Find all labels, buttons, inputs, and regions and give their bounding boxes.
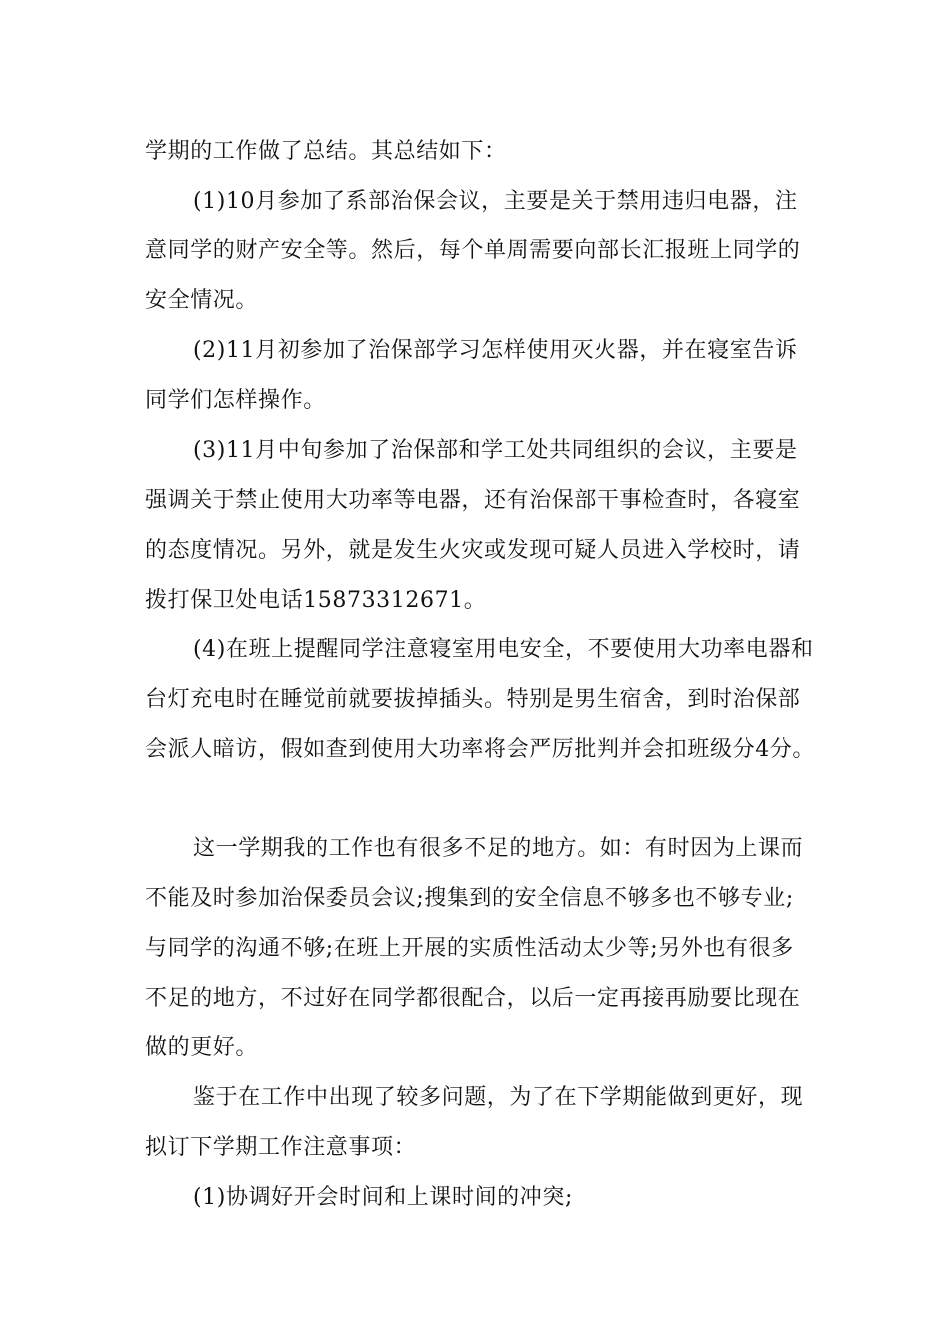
text-line: 拨打保卫处电话15873312671。 <box>145 588 487 613</box>
text-line: 不足的地方，不过好在同学都很配合，以后一定再接再励要比现在 <box>145 986 801 1011</box>
text-line: (4)在班上提醒同学注意寝室用电安全，不要使用大功率电器和 <box>193 637 814 662</box>
text-line: (2)11月初参加了治保部学习怎样使用灭火器，并在寝室告诉 <box>193 338 798 363</box>
text-line: (3)11月中旬参加了治保部和学工处共同组织的会议，主要是 <box>193 438 798 463</box>
text-line: 做的更好。 <box>145 1035 259 1060</box>
text-line: 的态度情况。另外，就是发生火灾或发现可疑人员进入学校时，请 <box>145 538 801 563</box>
text-line: 强调关于禁止使用大功率等电器，还有治保部干事检查时，各寝室 <box>145 488 801 513</box>
text-line: 同学们怎样操作。 <box>145 388 326 413</box>
text-line: 拟订下学期工作注意事项： <box>145 1135 417 1160</box>
text-line: 安全情况。 <box>145 288 259 313</box>
text-line: 学期的工作做了总结。其总结如下： <box>145 139 507 164</box>
text-line: (1)协调好开会时间和上课时间的冲突; <box>193 1185 573 1210</box>
text-line: 台灯充电时在睡觉前就要拔掉插头。特别是男生宿舍，到时治保部 <box>145 687 801 712</box>
text-line: 不能及时参加治保委员会议;搜集到的安全信息不够多也不够专业; <box>145 886 794 911</box>
text-line: 鉴于在工作中出现了较多问题，为了在下学期能做到更好，现 <box>193 1085 804 1110</box>
text-line: 会派人暗访，假如查到使用大功率将会严厉批判并会扣班级分4分。 <box>145 737 815 762</box>
text-line: 意同学的财产安全等。然后，每个单周需要向部长汇报班上同学的 <box>145 238 801 263</box>
text-line: 这一学期我的工作也有很多不足的地方。如：有时因为上课而 <box>193 836 804 861</box>
text-line: 与同学的沟通不够;在班上开展的实质性活动太少等;另外也有很多 <box>145 936 794 961</box>
text-line: (1)10月参加了系部治保会议，主要是关于禁用违归电器，注 <box>193 189 798 214</box>
